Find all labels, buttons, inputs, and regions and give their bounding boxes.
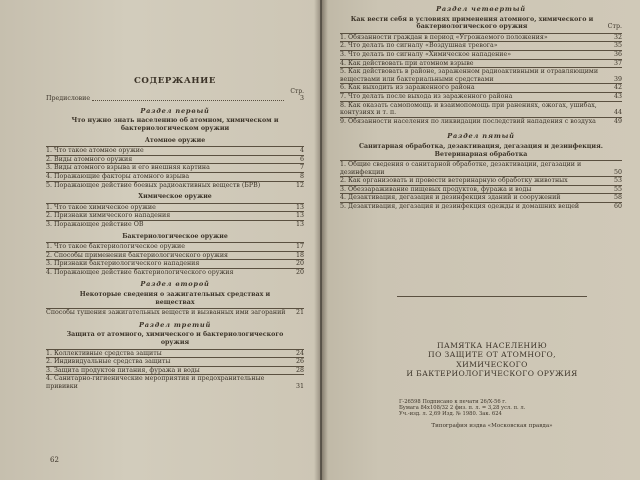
- subsection-title: Бактериологическое оружие: [122, 232, 228, 240]
- toc-row: [340, 59, 622, 68]
- page-column-header: Стр.: [290, 87, 304, 95]
- imprint-line: Уч.-изд. л. 2,69 Изд. № 1980. Зак. 624: [399, 411, 502, 418]
- toc-row-text: 3. Поражающее действие ОВ: [46, 220, 144, 228]
- toc-row: [46, 374, 304, 390]
- toc-row-text: 1. Что такое атомное оружие: [46, 147, 144, 155]
- section-heading: Раздел четвертый: [436, 5, 526, 13]
- toc-row-page: 32: [613, 33, 622, 41]
- toc-row: [340, 160, 622, 176]
- toc-row: [46, 163, 304, 172]
- section-title: Санитарная обработка, дезактивация, дегазация и дезинфекция. Ветеринарная обработка: [359, 142, 603, 158]
- section-title: Как вести себя в условиях применения атомного, химического и бактериологического оружия: [350, 15, 594, 31]
- toc-row-text: 5. Дезактивация, дегазация и дезинфекция одежды и домашних вещей: [340, 203, 580, 211]
- toc-row-text: 3. Что делать по сигналу «Химическое нападение»: [340, 50, 512, 58]
- toc-row: [46, 181, 304, 190]
- toc-row-text: Способы тушения зажигательных веществ и вызванных ими загораний: [46, 309, 286, 317]
- toc-row-text: 4. Дезактивация, дегазация и дезинфекция зданий и сооружений: [340, 194, 561, 202]
- toc-row-page: 31: [295, 383, 304, 390]
- section-title: Что нужно знать населению об атомном, химическом и бактериологическом оружии: [71, 117, 279, 132]
- toc-row-page: 17: [295, 243, 304, 251]
- toc-row: [46, 259, 304, 268]
- toc-row: [340, 33, 622, 42]
- toc-row: [46, 308, 304, 317]
- toc-row-page: 55: [613, 185, 622, 193]
- toc-row-text: 2. Индивидуальные средства защиты: [46, 358, 171, 366]
- printer-line: Типография издва «Московская правда»: [431, 423, 553, 430]
- imprint-line: Г-26598 Подписано к печати 26/Х-56 г.: [399, 398, 507, 405]
- toc-row-page: 8: [299, 172, 304, 180]
- toc-row-text: 3. Признаки бактериологического нападения: [46, 260, 200, 268]
- toc-row: [340, 117, 622, 126]
- toc-title: СОДЕРЖАНИЕ: [133, 76, 217, 86]
- imprint-line: Бумага 84х108/32 2 физ. п. л. = 3,28 усл. п. л.: [399, 404, 526, 411]
- toc-row-text: 3. Виды атомного взрыва и его внешняя картина: [46, 164, 210, 172]
- toc-group: [46, 308, 304, 317]
- toc-row-text: 2. Как организовать и провести ветеринарную обработку животных: [340, 177, 568, 185]
- toc-row: [46, 251, 304, 260]
- toc-row-text: 6. Как выходить из зараженного района: [340, 84, 475, 92]
- toc-row-text: 4. Как действовать при атомном взрыве: [340, 59, 474, 67]
- toc-group: [46, 203, 304, 229]
- toc-row: [340, 176, 622, 185]
- toc-row-text: 1. Что такое химическое оружие: [46, 203, 156, 211]
- colophon: [397, 296, 587, 451]
- toc-row: [340, 185, 622, 194]
- toc-row-text: 2. Признаки химического нападения: [46, 212, 171, 220]
- toc-row: [46, 268, 304, 277]
- toc-row-page: 42: [613, 84, 622, 92]
- book-spine: [314, 0, 328, 480]
- toc-row-page: 20: [295, 268, 304, 276]
- page-number: 62: [50, 456, 59, 464]
- toc-right-column: [340, 6, 622, 211]
- toc-row-page: 24: [295, 349, 304, 357]
- toc-row-text: 1. Что такое бактериологическое оружие: [46, 243, 185, 251]
- toc-row-text: 4. Поражающее действие бактериологического оружия: [46, 268, 234, 276]
- toc-row: [46, 220, 304, 229]
- toc-row-page: 37: [613, 59, 622, 67]
- toc-row-page: 3: [299, 95, 304, 103]
- toc-row-page: 13: [295, 212, 304, 220]
- toc-row: [340, 83, 622, 92]
- toc-row: [340, 202, 622, 211]
- toc-row-text: 1. Общие сведения о санитарной обработке, дезактивации, дегазации и дезинфекции: [340, 161, 582, 176]
- toc-group: [340, 33, 622, 126]
- toc-row-text: 1. Обязанности граждан в период «Угрожаемого положения»: [340, 33, 548, 41]
- toc-row: [46, 155, 304, 164]
- toc-row: [46, 349, 304, 358]
- toc-row: [340, 101, 622, 117]
- toc-row: [46, 211, 304, 220]
- toc-row-page: 4: [299, 147, 304, 155]
- section-title: Некоторые сведения о зажигательных средствах и веществах: [79, 291, 271, 306]
- toc-row: [46, 366, 304, 375]
- toc-row-page: 20: [295, 260, 304, 268]
- toc-row-page: 7: [299, 164, 304, 172]
- toc-row-text: 9. Обязанности населения по ликвидации последствий нападения с воздуха: [340, 117, 596, 125]
- page-column-header: Стр.: [607, 23, 622, 31]
- toc-row: [340, 41, 622, 50]
- right-page: [322, 0, 640, 480]
- toc-row-text: Предисловие: [46, 95, 91, 103]
- toc-row: [46, 357, 304, 366]
- toc-row-page: 60: [613, 203, 622, 211]
- book-title-line: И БАКТЕРИОЛОГИЧЕСКОГО ОРУЖИЯ: [406, 369, 578, 379]
- toc-row-text: 2. Способы применения бактериологического оружия: [46, 251, 228, 259]
- toc-row-page: 53: [613, 177, 622, 185]
- toc-group: [46, 146, 304, 189]
- toc-row-page: 58: [613, 194, 622, 202]
- toc-row-page: 26: [295, 358, 304, 366]
- toc-row: [46, 203, 304, 212]
- toc-row-page: 44: [613, 109, 622, 117]
- toc-row-text: 2. Что делать по сигналу «Воздушная тревога»: [340, 42, 498, 50]
- toc-row-page: 28: [295, 366, 304, 374]
- section-heading: Раздел третий: [138, 320, 212, 329]
- toc-group: [340, 160, 622, 211]
- toc-row-page: 18: [295, 251, 304, 259]
- toc-row: [46, 146, 304, 155]
- book-title-line: ПАМЯТКА НАСЕЛЕНИЮ: [436, 341, 548, 350]
- toc-row-page: 49: [613, 117, 622, 125]
- toc-row-page: 43: [613, 92, 622, 100]
- toc-row: [340, 67, 622, 83]
- toc-row: [340, 50, 622, 59]
- toc-row-page: 35: [613, 42, 622, 50]
- book-title: [397, 341, 587, 379]
- toc-row-text: 5. Как действовать в районе, зараженном радиоактивными и отравляющими веществами или бактериальными средствами: [340, 68, 599, 83]
- section-heading: Раздел второй: [140, 280, 210, 289]
- toc-row: [340, 193, 622, 202]
- toc-group: [46, 349, 304, 391]
- subsection-title: Химическое оружие: [138, 193, 212, 201]
- toc-row-text: 4. Поражающие факторы атомного взрыва: [46, 172, 190, 180]
- toc-row-page: 6: [299, 155, 304, 163]
- toc-row-page: 12: [295, 181, 304, 189]
- toc-group: [46, 242, 304, 276]
- toc-row-text: 2. Виды атомного оружия: [46, 155, 133, 163]
- toc-row-text: 1. Коллективные средства защиты: [46, 349, 162, 357]
- book-title-line: ПО ЗАЩИТЕ ОТ АТОМНОГО,: [428, 350, 556, 360]
- toc-row-text: 3. Защита продуктов питания, фуража и воды: [46, 366, 200, 374]
- toc-left-column: [46, 78, 304, 391]
- toc-row-page: 50: [613, 168, 622, 176]
- toc-row: [46, 172, 304, 181]
- book-title-line: ХИМИЧЕСКОГО: [456, 359, 528, 369]
- section-title-row: [340, 14, 622, 31]
- toc-row-page: 13: [295, 220, 304, 228]
- toc-row-text: 7. Что делать после выхода из зараженного района: [340, 92, 513, 100]
- imprint: [397, 399, 587, 418]
- toc-row-text: 4. Санитарно-гигиенические мероприятия и предохранительные прививки: [46, 375, 265, 390]
- section-heading: Раздел первый: [140, 106, 210, 115]
- toc-row-page: 39: [613, 75, 622, 83]
- toc-row-page: 36: [613, 50, 622, 58]
- toc-row-preface: [46, 95, 304, 103]
- toc-row: [340, 92, 622, 101]
- toc-row-text: 3. Обеззараживание пищевых продуктов, фуража и воды: [340, 185, 532, 193]
- toc-row: [46, 242, 304, 251]
- section-title: Защита от атомного, химического и бактериологического оружия: [66, 331, 284, 347]
- toc-row-text: 8. Как оказать самопомощь и взаимопомощь при ранениях, ожогах, ушибах, контузиях и т. п.: [340, 101, 597, 117]
- toc-row-page: 21: [295, 309, 304, 317]
- subsection-title: Атомное оружие: [144, 136, 206, 144]
- toc-row-page: 13: [295, 203, 304, 211]
- toc-row-text: 5. Поражающее действие боевых радиоактивных веществ (БРВ): [46, 181, 261, 189]
- section-heading: Раздел пятый: [447, 132, 515, 141]
